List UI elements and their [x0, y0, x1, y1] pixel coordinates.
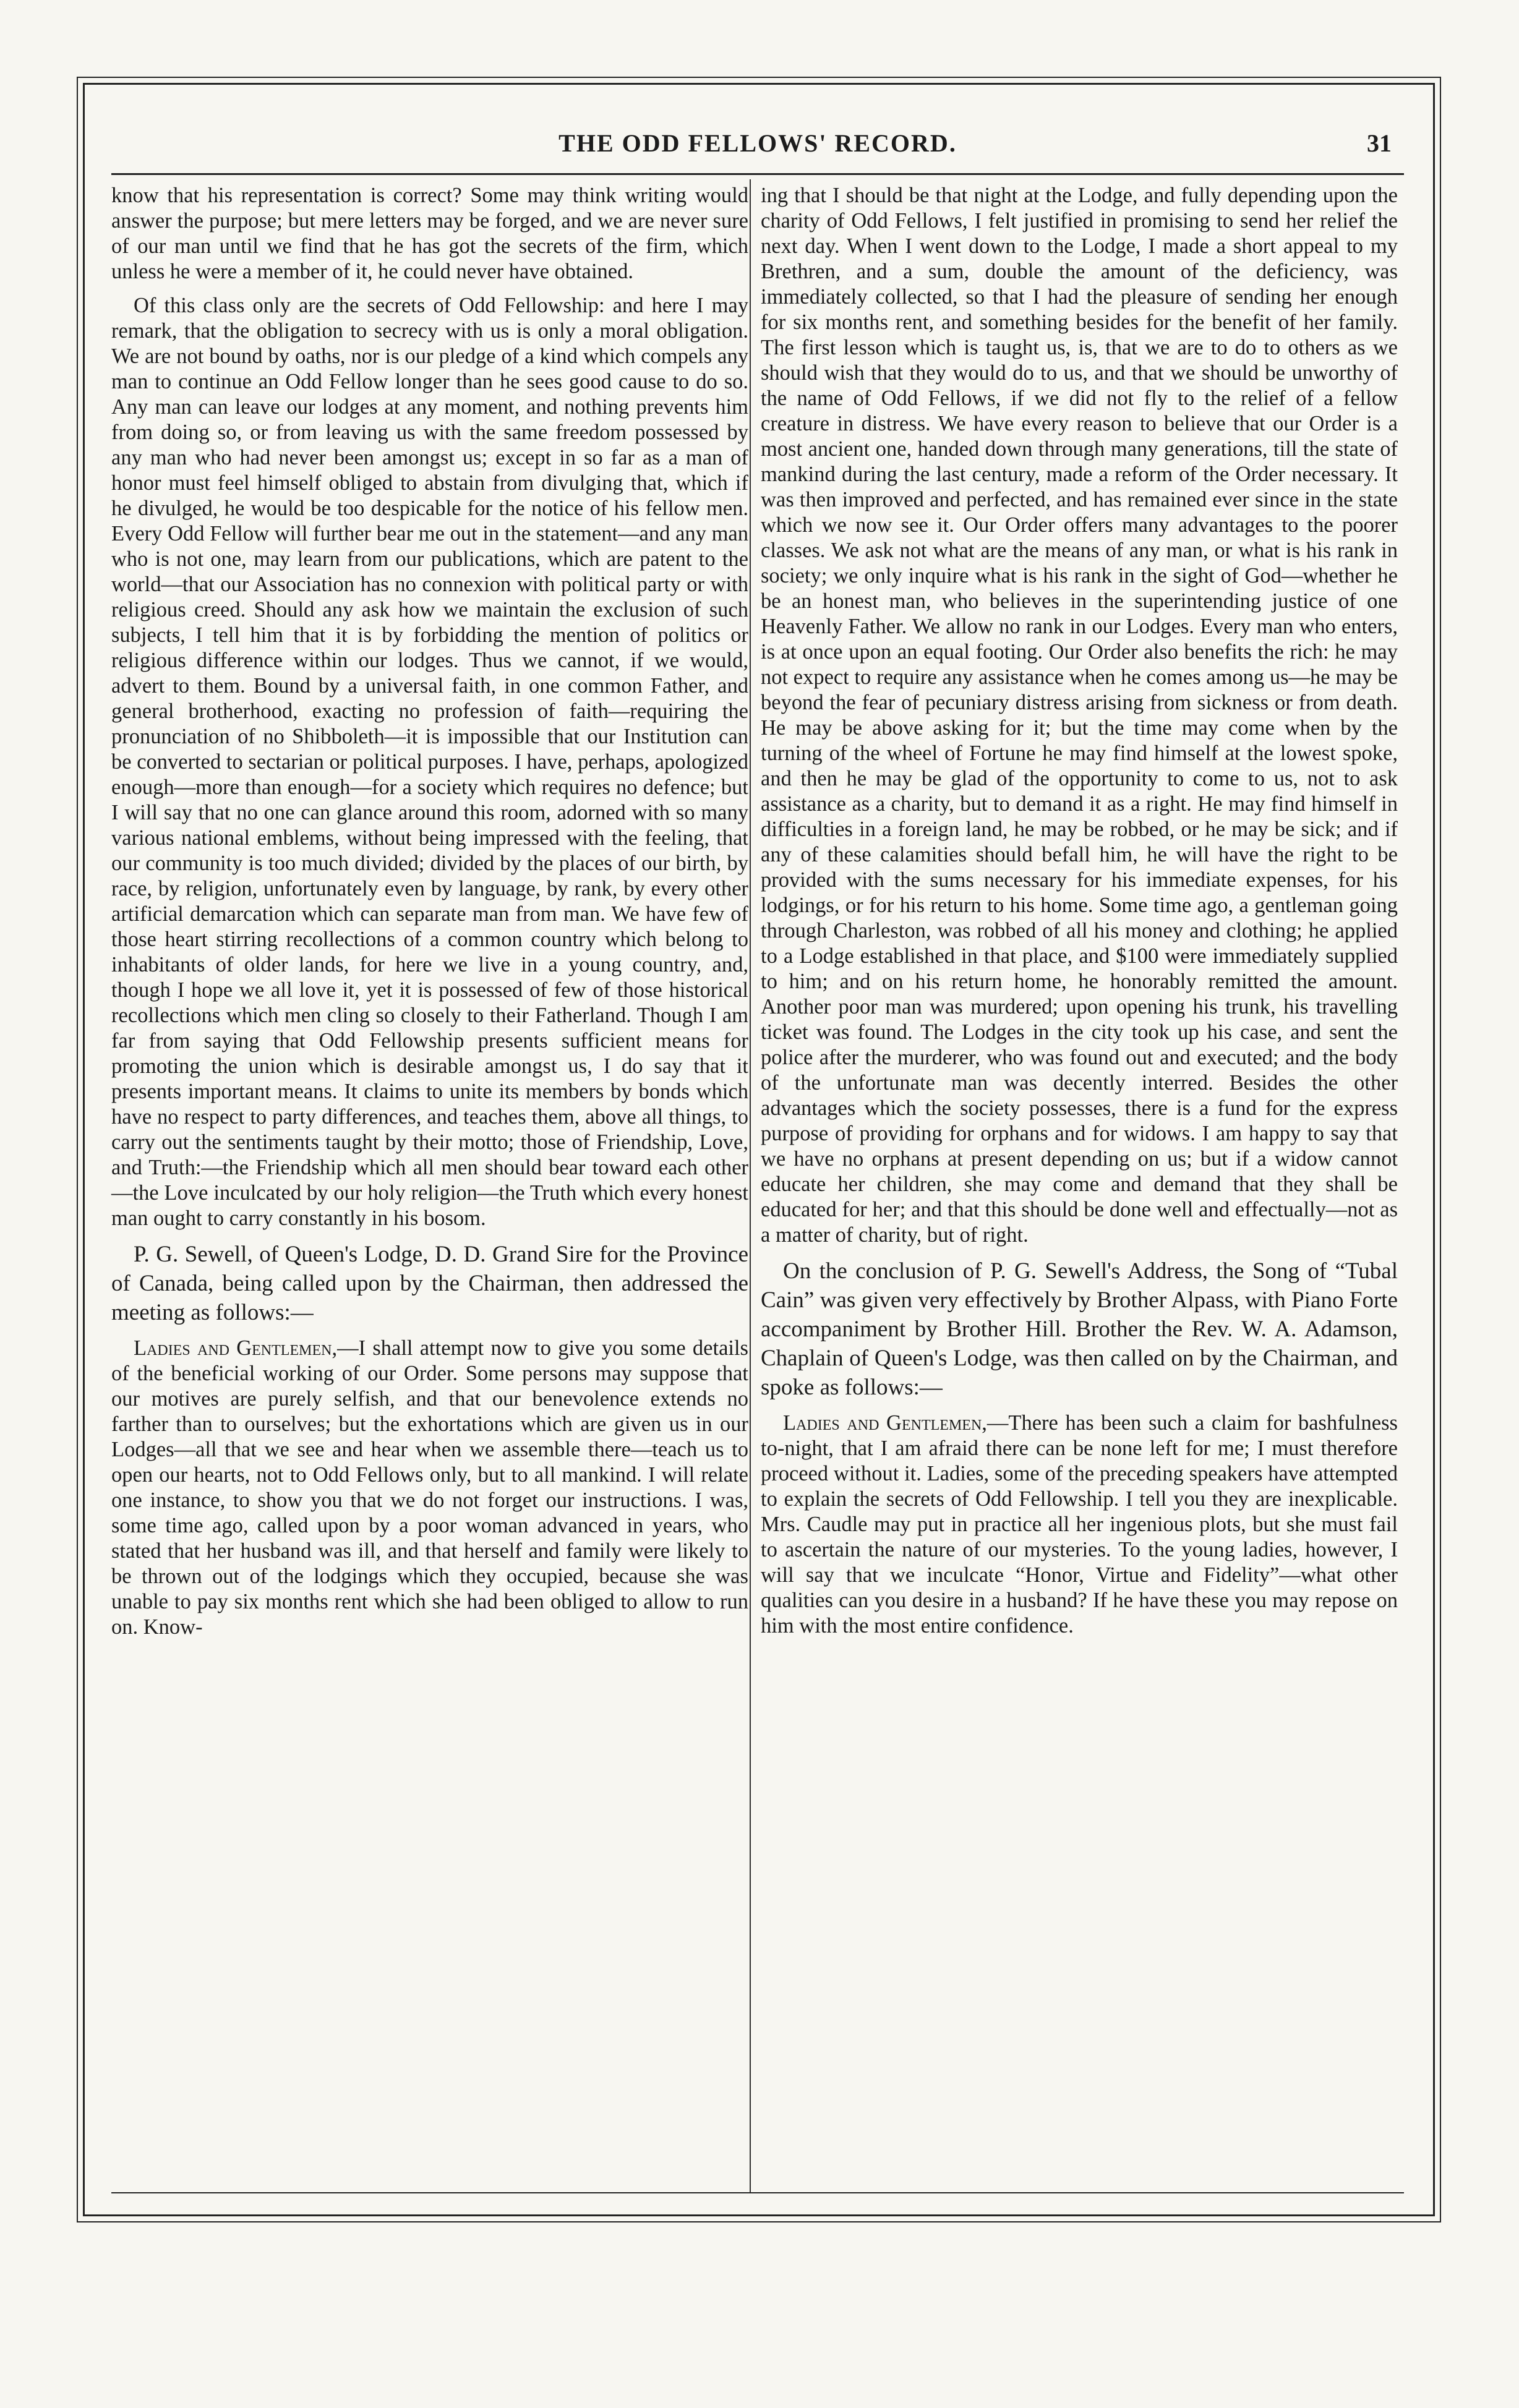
paragraph-text: —I shall attempt now to give you some details of the beneficial working of our Order. Some persons may suppose that our motives are purely selfish, and that our benevolence extends no farther than to ourselves; but the exhortations which are given us in our Lodges—all that we see and hear when we assemble there—teach us to open our hearts, not to Odd Fellows only, but to all mankind. I will relate one instance, to show you that we do not forget our instructions. I was, some time ago, called upon by a poor woman advanced in years, who stated that her husband was ill, and that herself and family were likely to be thrown out of the lodgings which they occupied, because she was unable to pay six months rent which she had been obliged to allow to run on. Know-	[111, 1336, 748, 1639]
page-number: 31	[1367, 129, 1392, 157]
footer-rule	[111, 2192, 1404, 2193]
column-divider	[750, 179, 751, 2192]
paragraph	[111, 1336, 748, 1640]
paragraph: P. G. Sewell, of Queen's Lodge, D. D. Grand Sire for the Province of Canada, being called upon by the Chairman, then addressed the meeting as follows:—	[111, 1242, 748, 1325]
paragraph: On the conclusion of P. G. Sewell's Address, the Song of “Tubal Cain” was given very effectively by Brother Alpass, with Piano Forte accompaniment by Brother Hill. Brother the Rev. W. A. Adamson, Chaplain of Queen's Lodge, was then called on by the Chairman, and spoke as follows:—	[761, 1258, 1398, 1400]
running-header	[111, 117, 1404, 167]
right-column	[761, 183, 1398, 1647]
left-column	[111, 183, 748, 1649]
salutation: Ladies and Gentlemen,	[783, 1411, 987, 1435]
paragraph	[761, 1411, 1398, 1639]
journal-title: THE ODD FELLOWS' RECORD.	[558, 129, 957, 157]
paragraph: know that his representation is correct? Some may think writing would answer the purpose; but mere letters may be forged, and we are never sure of our man until we find that he has got the secrets of the firm, which unless he were a member of it, he could never have obtained.	[111, 184, 748, 283]
paragraph: Of this class only are the secrets of Odd Fellowship: and here I may remark, that the obligation to secrecy with us is only a moral obligation. We are not bound by oaths, nor is our pledge of a kind which compels any man to continue an Odd Fellow longer than he sees good cause to do so. Any man can leave our lodges at any moment, and nothing prevents him from doing so, or from leaving us with the same freedom possessed by any man who had never been amongst us; except in so far as a man of honor must feel himself obliged to abstain from divulging that, which if he divulged, he would be too despicable for the notice of his fellow men. Every Odd Fellow will further bear me out in the statement—and any man who is not one, may learn from our publications, which are patent to the world—that our Association has no connexion with political party or with religious creed. Should any ask how we maintain the exclusion of such subjects, I tell him that it is by forbidding the mention of politics or religious difference within our lodges. Thus we cannot, if we would, advert to them. Bound by a universal faith, in one common Father, and general brotherhood, exacting no profession of faith—requiring the pronunciation of no Shibboleth—it is impossible that our Institution can be converted to sectarian or political purposes. I have, perhaps, apologized enough—more than enough—for a society which requires no defence; but I will say that no one can glance around this room, adorned with so many various national emblems, without being impressed with the feeling, that our community is too much divided; divided by the places of our birth, by race, by religion, unfortunately even by language, by rank, by every other artificial demarcation which can separate man from man. We have few of those heart stirring recollections of a common country which belong to inhabitants of older lands, for here we live in a young country, and, though I hope we all love it, yet it is possessed of few of those historical recollections which men cling so closely to their Fatherland. Though I am far from saying that Odd Fellowship presents sufficient means for promoting the union which is desirable amongst us, I do say that it presents important means. It claims to unite its members by bonds which have no respect to party differences, and teaches them, above all things, to carry out the sentiments taught by their motto; those of Friendship, Love, and Truth:—the Friendship which all men should bear toward each other—the Love inculcated by our holy religion—the Truth which every honest man ought to carry constantly in his bosom.	[111, 294, 748, 1230]
paragraph-text: —There has been such a claim for bashfulness to-night, that I am afraid there can be none left for me; I must therefore proceed without it. Ladies, some of the preceding speakers have attempted to explain the secrets of Odd Fellowship. I tell you they are inexplicable. Mrs. Caudle may put in practice all her ingenious plots, but she must fail to ascertain the nature of our mysteries. To the young ladies, however, I will say that we inculcate “Honor, Virtue and Fidelity”—what other qualities can you desire in a husband? If he have these you may repose on him with the most entire confidence.	[761, 1411, 1398, 1637]
salutation: Ladies and Gentlemen,	[134, 1336, 338, 1360]
header-rule	[111, 173, 1404, 175]
paragraph: ing that I should be that night at the Lodge, and fully depending upon the charity of Odd Fellows, I felt justified in promising to send her relief the next day. When I went down to the Lodge, I made a short appeal to my Brethren, and a sum, double the amount of the deficiency, was immediately collected, so that I had the pleasure of sending her enough for six months rent, and something besides for the benefit of her family. The first lesson which is taught us, is, that we are to do to others as we should wish that they would do to us, and that we should be unworthy of the name of Odd Fellows, if we did not fly to the relief of a fellow creature in distress. We have every reason to believe that our Order is a most ancient one, handed down through many generations, till the state of mankind during the last century, made a reform of the Order necessary. It was then improved and perfected, and has remained ever since in the state which we now see it. Our Order offers many advantages to the poorer classes. We ask not what are the means of any man, or what is his rank in society; we only inquire what is his rank in the sight of God—whether he be an honest man, who believes in the superintending justice of one Heavenly Father. We allow no rank in our Lodges. Every man who enters, is at once upon an equal footing. Our Order also benefits the rich: he may not expect to require any assistance when he comes among us—he may be beyond the fear of pecuniary distress arising from sickness or from death. He may be above asking for it; but the time may come when by the turning of the wheel of Fortune he may find himself at the lowest spoke, and then he may be glad of the opportunity to come to us, not to ask assistance as a charity, but to demand it as a right. He may find himself in difficulties in a foreign land, he may be robbed, or he may be sick; and if any of these calamities should befall him, he will have the right to be provided with the sums necessary for his immediate expenses, for his lodgings, or for his return to his home. Some time ago, a gentleman going through Charleston, was robbed of all his money and clothing; he applied to a Lodge established in that place, and $100 were immediately supplied to him; and on his return home, he honorably remitted the amount. Another poor man was murdered; upon opening his trunk, his travelling ticket was found. The Lodges in the city took up his case, and sent the police after the murderer, who was found out and executed; and the body of the unfortunate man was decently interred. Besides the other advantages which the society possesses, there is a fund for the express purpose of providing for orphans and for widows. I am happy to say that we have no orphans at present depending on us; but if a widow cannot educate her children, she may come and demand that they shall be educated for her; and that this should be done well and effectually—not as a matter of charity, but of right.	[761, 184, 1398, 1247]
